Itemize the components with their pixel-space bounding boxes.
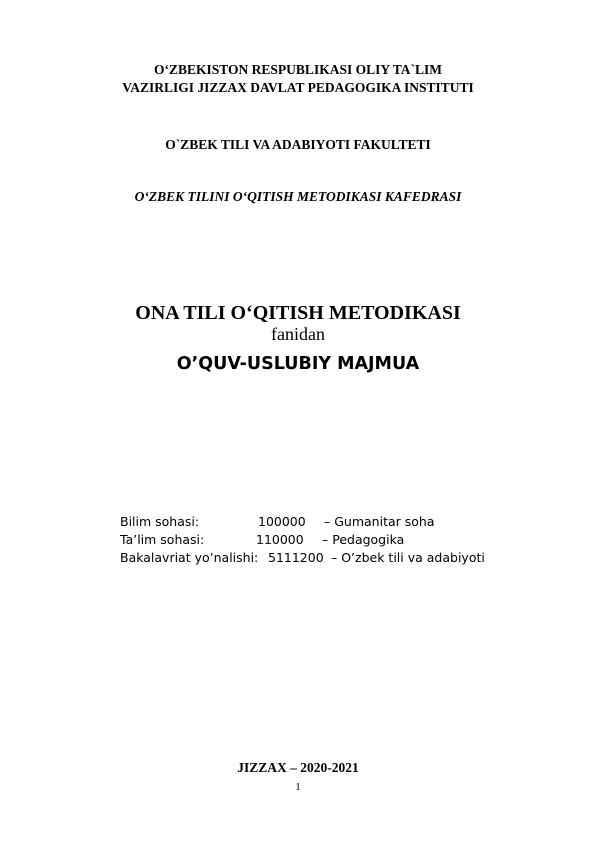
faculty-name: O`ZBEK TILI VA ADABIYOTI FAKULTETI xyxy=(165,137,431,152)
majmua-title: O’QUV-USLUBIY MAJMUA xyxy=(176,354,420,374)
page-number: 1 xyxy=(295,781,301,793)
subject-title: ONA TILI O‘QITISH METODIKASI xyxy=(135,302,461,324)
department-name: O‘ZBEK TILINI O‘QITISH METODIKASI KAFEDRASI xyxy=(134,189,462,204)
ministry-line-2: VAZIRLIGI JIZZAX DAVLAT PEDAGOGIKA INSTITUTI xyxy=(122,80,474,95)
info-code: 5111200 xyxy=(268,550,324,565)
info-code: 100000 xyxy=(258,514,306,529)
info-desc: – Gumanitar soha xyxy=(324,514,435,529)
fanidan-label: fanidan xyxy=(271,324,325,344)
info-code: 110000 xyxy=(256,532,304,547)
ministry-line-1: O‘ZBEKISTON RESPUBLIKASI OLIY TA`LIM xyxy=(154,62,442,77)
info-desc: – O’zbek tili va adabiyoti xyxy=(331,550,485,565)
info-desc: – Pedagogika xyxy=(322,532,405,547)
info-label: Ta’lim sohasi: xyxy=(120,532,205,547)
place-year: JIZZAX – 2020-2021 xyxy=(237,760,359,775)
info-label: Bakalavriat yo’nalishi: xyxy=(120,550,259,565)
info-label: Bilim sohasi: xyxy=(120,514,200,529)
